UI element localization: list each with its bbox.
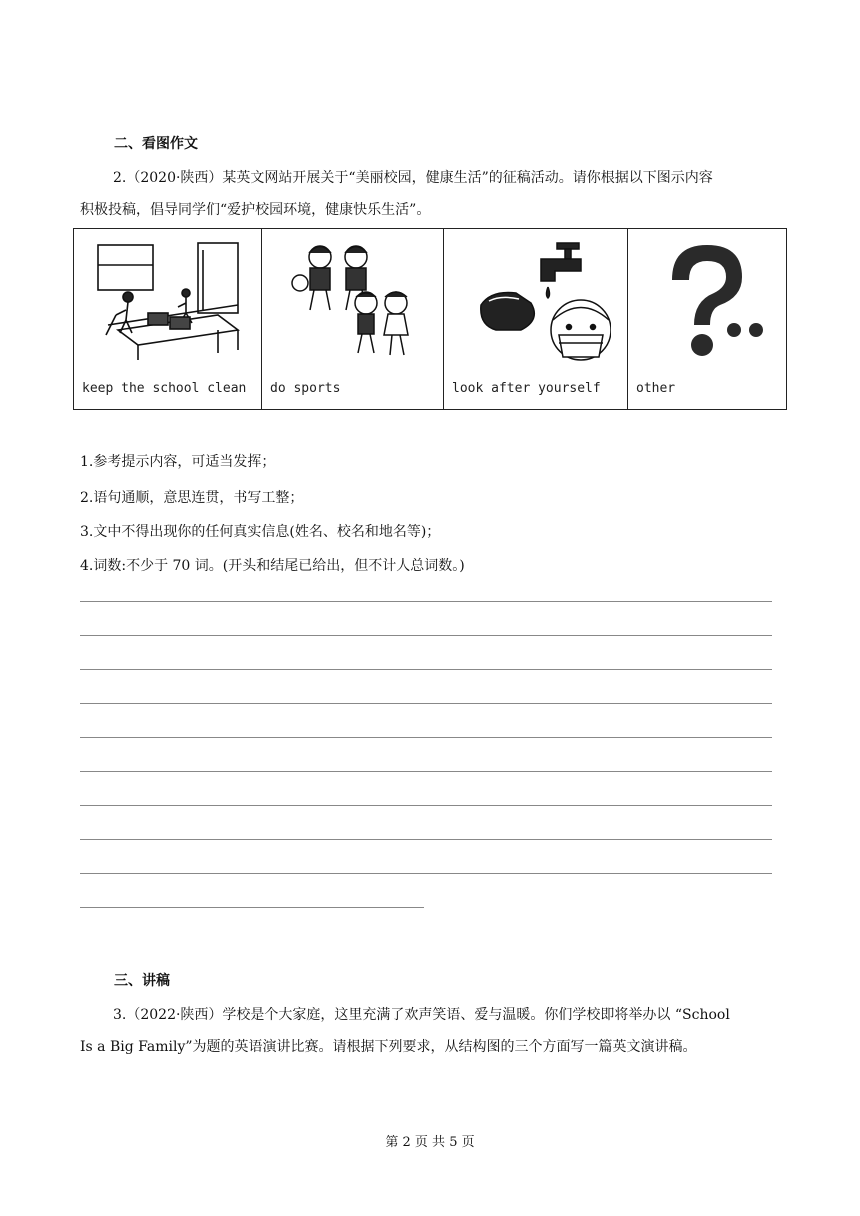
writing-line	[80, 635, 772, 636]
picture-cell-clean	[74, 229, 262, 410]
picture-cell-sports	[262, 229, 444, 410]
requirement-2: 2.语句通顺，意思连贯，书写工整；	[80, 490, 304, 506]
writing-line	[80, 703, 772, 704]
writing-line	[80, 601, 772, 602]
caption-keep-clean: keep the school clean	[82, 381, 247, 396]
page-footer: 第 2 页 共 5 页	[385, 1135, 475, 1150]
section-heading-speech: 三、讲稿	[114, 973, 170, 989]
question-3-line-1: 3.（2022·陕西）学校是个大家庭，这里充满了欢声笑语、爱与温暖。你们学校即将举办以 “School	[113, 1007, 730, 1023]
writing-line	[80, 839, 772, 840]
caption-other: other	[636, 381, 676, 396]
question-mark-icon	[628, 235, 786, 375]
question-3-line-2: Is a Big Family”为题的英语演讲比赛。请根据下列要求，从结构图的三个方面写一篇英文演讲稿。	[80, 1039, 697, 1055]
picture-prompt-table	[73, 228, 787, 410]
children-sports-icon	[262, 235, 443, 375]
writing-line	[80, 805, 772, 806]
requirement-1: 1.参考提示内容，可适当发挥；	[80, 454, 276, 470]
writing-line	[80, 771, 772, 772]
caption-look-after-yourself: look after yourself	[452, 381, 601, 396]
requirement-4: 4.词数:不少于 70 词。(开头和结尾已给出，但不计人总词数。)	[80, 558, 465, 574]
writing-line	[80, 737, 772, 738]
section-heading-picture-composition: 二、看图作文	[114, 136, 198, 152]
handwashing-mask-icon	[444, 235, 627, 375]
writing-line	[80, 669, 772, 670]
picture-cell-look-after	[444, 229, 628, 410]
writing-line	[80, 873, 772, 874]
classroom-cleaning-icon	[74, 235, 261, 375]
caption-do-sports: do sports	[270, 381, 341, 396]
picture-cell-other	[628, 229, 787, 410]
requirement-3: 3.文中不得出现你的任何真实信息(姓名、校名和地名等)；	[80, 524, 441, 540]
question-2-line-2: 积极投稿，倡导同学们“爱护校园环境，健康快乐生活”。	[80, 202, 431, 218]
question-2-line-1: 2.（2020·陕西）某英文网站开展关于“美丽校园，健康生活”的征稿活动。请你根据以下图示内容	[113, 170, 713, 186]
writing-line	[80, 907, 424, 908]
